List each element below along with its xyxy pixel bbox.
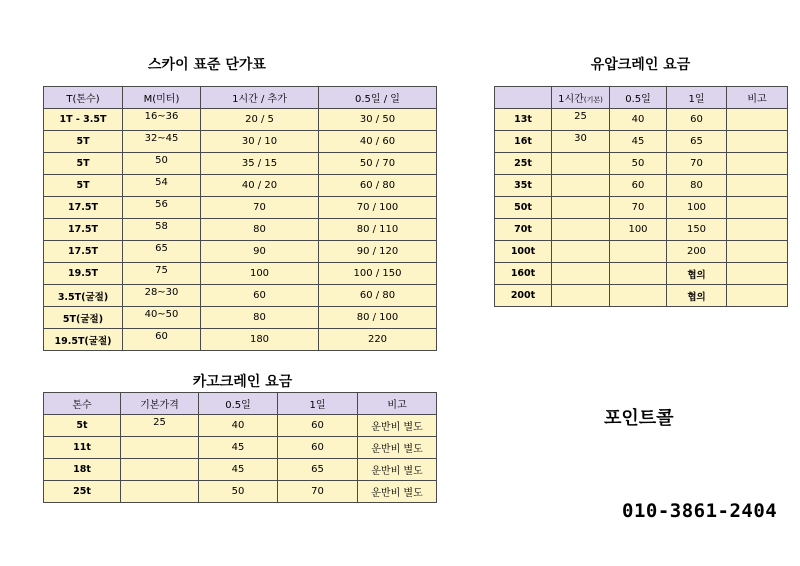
sky-daily-cell: 80 / 110 bbox=[319, 219, 437, 241]
cargo-halfday-cell: 45 bbox=[199, 437, 278, 459]
sky-table-row bbox=[44, 175, 437, 197]
sky-hourly-cell: 80 bbox=[201, 307, 319, 329]
hydraulic-empty-cell bbox=[552, 153, 610, 175]
sky-rate-table bbox=[43, 86, 437, 351]
sky-daily-cell: 90 / 120 bbox=[319, 241, 437, 263]
hydraulic-empty-cell bbox=[610, 285, 667, 307]
sky-hourly-cell: 100 bbox=[201, 263, 319, 285]
cargo-table-title: 카고크레인 요금 bbox=[192, 374, 293, 390]
sky-daily-cell: 30 / 50 bbox=[319, 109, 437, 131]
hydraulic-tonnage-cell: 25t bbox=[495, 153, 552, 175]
cargo-header-cell: 0.5일 bbox=[199, 393, 278, 415]
sky-daily-cell: 50 / 70 bbox=[319, 153, 437, 175]
hydraulic-empty-cell bbox=[552, 285, 610, 307]
hydraulic-halfday-cell: 50 bbox=[610, 153, 667, 175]
sky-meter-cell: 32~45 bbox=[123, 131, 201, 153]
sky-table-row bbox=[44, 131, 437, 153]
hydraulic-day-cell: 80 bbox=[667, 175, 727, 197]
hydraulic-header-hour-label: 1시간 bbox=[558, 94, 584, 105]
sky-tonnage-cell: 19.5T(굴절) bbox=[44, 329, 123, 351]
hydraulic-table-row bbox=[495, 109, 788, 131]
hydraulic-day-cell: 협의 bbox=[667, 285, 727, 307]
cargo-note-cell: 운반비 별도 bbox=[358, 415, 437, 437]
hydraulic-table-row bbox=[495, 241, 788, 263]
sky-hourly-cell: 70 bbox=[201, 197, 319, 219]
sky-hourly-cell: 40 / 20 bbox=[201, 175, 319, 197]
sky-meter-cell: 58 bbox=[123, 219, 201, 241]
hydraulic-halfday-cell: 45 bbox=[610, 131, 667, 153]
cargo-tonnage-cell: 11t bbox=[44, 437, 121, 459]
cargo-rate-table bbox=[43, 392, 437, 503]
hydraulic-header-hour-sub: (기본) bbox=[583, 96, 603, 104]
sky-table-row bbox=[44, 219, 437, 241]
hydraulic-table-row bbox=[495, 285, 788, 307]
sky-tonnage-cell: 17.5T bbox=[44, 197, 123, 219]
sky-daily-cell: 100 / 150 bbox=[319, 263, 437, 285]
hydraulic-empty-cell bbox=[552, 241, 610, 263]
sky-tonnage-cell: 5T(굴절) bbox=[44, 307, 123, 329]
hydraulic-header-cell bbox=[552, 87, 610, 109]
hydraulic-table-row bbox=[495, 219, 788, 241]
hydraulic-note-cell bbox=[727, 197, 788, 219]
hydraulic-hour-cell: 30 bbox=[552, 131, 610, 153]
hydraulic-note-cell bbox=[727, 131, 788, 153]
sky-table-row bbox=[44, 329, 437, 351]
cargo-halfday-cell: 40 bbox=[199, 415, 278, 437]
hydraulic-tonnage-cell: 200t bbox=[495, 285, 552, 307]
cargo-table-row bbox=[44, 437, 437, 459]
sky-table-row bbox=[44, 197, 437, 219]
hydraulic-halfday-cell: 60 bbox=[610, 175, 667, 197]
sky-meter-cell: 54 bbox=[123, 175, 201, 197]
sky-meter-cell: 75 bbox=[123, 263, 201, 285]
cargo-header-cell: 톤수 bbox=[44, 393, 121, 415]
hydraulic-day-cell: 70 bbox=[667, 153, 727, 175]
hydraulic-day-cell: 65 bbox=[667, 131, 727, 153]
hydraulic-tonnage-cell: 100t bbox=[495, 241, 552, 263]
sky-tonnage-cell: 1T - 3.5T bbox=[44, 109, 123, 131]
sky-meter-cell: 40~50 bbox=[123, 307, 201, 329]
cargo-note-cell: 운반비 별도 bbox=[358, 481, 437, 503]
cargo-day-cell: 70 bbox=[278, 481, 358, 503]
hydraulic-header-cell: 비고 bbox=[727, 87, 788, 109]
hydraulic-header-cell: 0.5일 bbox=[610, 87, 667, 109]
sky-header-row bbox=[44, 87, 437, 109]
sky-daily-cell: 60 / 80 bbox=[319, 285, 437, 307]
hydraulic-rate-table bbox=[494, 86, 788, 307]
phone-number: 010-3861-2404 bbox=[622, 500, 778, 522]
cargo-tonnage-cell: 18t bbox=[44, 459, 121, 481]
sky-hourly-cell: 30 / 10 bbox=[201, 131, 319, 153]
sky-table-row bbox=[44, 285, 437, 307]
hydraulic-table-row bbox=[495, 263, 788, 285]
sky-daily-cell: 220 bbox=[319, 329, 437, 351]
cargo-day-cell: 60 bbox=[278, 437, 358, 459]
hydraulic-tonnage-cell: 70t bbox=[495, 219, 552, 241]
hydraulic-table-row bbox=[495, 131, 788, 153]
hydraulic-header-cell bbox=[495, 87, 552, 109]
hydraulic-day-cell: 200 bbox=[667, 241, 727, 263]
sky-header-cell: M(미터) bbox=[123, 87, 201, 109]
cargo-note-cell: 운반비 별도 bbox=[358, 437, 437, 459]
hydraulic-hour-cell: 25 bbox=[552, 109, 610, 131]
sky-hourly-cell: 20 / 5 bbox=[201, 109, 319, 131]
sky-table-row bbox=[44, 109, 437, 131]
cargo-table-row bbox=[44, 459, 437, 481]
hydraulic-note-cell bbox=[727, 175, 788, 197]
cargo-header-cell: 비고 bbox=[358, 393, 437, 415]
sky-tonnage-cell: 17.5T bbox=[44, 219, 123, 241]
sky-meter-cell: 50 bbox=[123, 153, 201, 175]
hydraulic-halfday-cell: 40 bbox=[610, 109, 667, 131]
sky-daily-cell: 60 / 80 bbox=[319, 175, 437, 197]
hydraulic-table-row bbox=[495, 197, 788, 219]
cargo-table-row bbox=[44, 415, 437, 437]
sky-table-title: 스카이 표준 단가표 bbox=[148, 57, 266, 73]
hydraulic-day-cell: 150 bbox=[667, 219, 727, 241]
sky-header-cell: 0.5일 / 일 bbox=[319, 87, 437, 109]
cargo-empty-cell bbox=[121, 459, 199, 481]
sky-tonnage-cell: 5T bbox=[44, 175, 123, 197]
hydraulic-tonnage-cell: 35t bbox=[495, 175, 552, 197]
sky-header-cell: 1시간 / 추가 bbox=[201, 87, 319, 109]
cargo-day-cell: 60 bbox=[278, 415, 358, 437]
sky-tonnage-cell: 5T bbox=[44, 153, 123, 175]
sky-daily-cell: 80 / 100 bbox=[319, 307, 437, 329]
sky-table-row bbox=[44, 263, 437, 285]
sky-hourly-cell: 90 bbox=[201, 241, 319, 263]
hydraulic-note-cell bbox=[727, 219, 788, 241]
hydraulic-day-cell: 협의 bbox=[667, 263, 727, 285]
cargo-tonnage-cell: 5t bbox=[44, 415, 121, 437]
cargo-header-cell: 1일 bbox=[278, 393, 358, 415]
cargo-halfday-cell: 45 bbox=[199, 459, 278, 481]
cargo-base-price-cell: 25 bbox=[121, 415, 199, 437]
hydraulic-day-cell: 100 bbox=[667, 197, 727, 219]
cargo-table-row bbox=[44, 481, 437, 503]
hydraulic-tonnage-cell: 13t bbox=[495, 109, 552, 131]
cargo-empty-cell bbox=[121, 481, 199, 503]
hydraulic-tonnage-cell: 16t bbox=[495, 131, 552, 153]
hydraulic-table-row bbox=[495, 175, 788, 197]
sky-hourly-cell: 180 bbox=[201, 329, 319, 351]
sky-hourly-cell: 80 bbox=[201, 219, 319, 241]
sky-table-row bbox=[44, 241, 437, 263]
hydraulic-empty-cell bbox=[610, 263, 667, 285]
hydraulic-halfday-cell: 70 bbox=[610, 197, 667, 219]
hydraulic-tonnage-cell: 160t bbox=[495, 263, 552, 285]
hydraulic-header-cell: 1일 bbox=[667, 87, 727, 109]
hydraulic-tonnage-cell: 50t bbox=[495, 197, 552, 219]
sky-tonnage-cell: 5T bbox=[44, 131, 123, 153]
hydraulic-empty-cell bbox=[552, 219, 610, 241]
sky-meter-cell: 65 bbox=[123, 241, 201, 263]
hydraulic-halfday-cell: 100 bbox=[610, 219, 667, 241]
sky-meter-cell: 16~36 bbox=[123, 109, 201, 131]
sky-table-row bbox=[44, 153, 437, 175]
hydraulic-header-row bbox=[495, 87, 788, 109]
cargo-halfday-cell: 50 bbox=[199, 481, 278, 503]
hydraulic-day-cell: 60 bbox=[667, 109, 727, 131]
sky-tonnage-cell: 3.5T(굴절) bbox=[44, 285, 123, 307]
sky-table-row bbox=[44, 307, 437, 329]
cargo-header-row bbox=[44, 393, 437, 415]
sky-meter-cell: 60 bbox=[123, 329, 201, 351]
sky-tonnage-cell: 17.5T bbox=[44, 241, 123, 263]
hydraulic-note-cell bbox=[727, 153, 788, 175]
sky-meter-cell: 56 bbox=[123, 197, 201, 219]
sky-hourly-cell: 60 bbox=[201, 285, 319, 307]
cargo-note-cell: 운반비 별도 bbox=[358, 459, 437, 481]
company-name: 포인트콜 bbox=[604, 408, 674, 429]
hydraulic-table-row bbox=[495, 153, 788, 175]
cargo-empty-cell bbox=[121, 437, 199, 459]
sky-tonnage-cell: 19.5T bbox=[44, 263, 123, 285]
hydraulic-empty-cell bbox=[552, 175, 610, 197]
cargo-tonnage-cell: 25t bbox=[44, 481, 121, 503]
sky-daily-cell: 70 / 100 bbox=[319, 197, 437, 219]
hydraulic-empty-cell bbox=[552, 263, 610, 285]
sky-header-cell: T(톤수) bbox=[44, 87, 123, 109]
cargo-header-cell: 기본가격 bbox=[121, 393, 199, 415]
cargo-day-cell: 65 bbox=[278, 459, 358, 481]
sky-hourly-cell: 35 / 15 bbox=[201, 153, 319, 175]
hydraulic-note-cell bbox=[727, 109, 788, 131]
sky-daily-cell: 40 / 60 bbox=[319, 131, 437, 153]
hydraulic-empty-cell bbox=[552, 197, 610, 219]
hydraulic-note-cell bbox=[727, 241, 788, 263]
hydraulic-note-cell bbox=[727, 263, 788, 285]
hydraulic-empty-cell bbox=[610, 241, 667, 263]
hydraulic-note-cell bbox=[727, 285, 788, 307]
sky-meter-cell: 28~30 bbox=[123, 285, 201, 307]
hydraulic-table-title: 유압크레인 요금 bbox=[590, 57, 691, 73]
